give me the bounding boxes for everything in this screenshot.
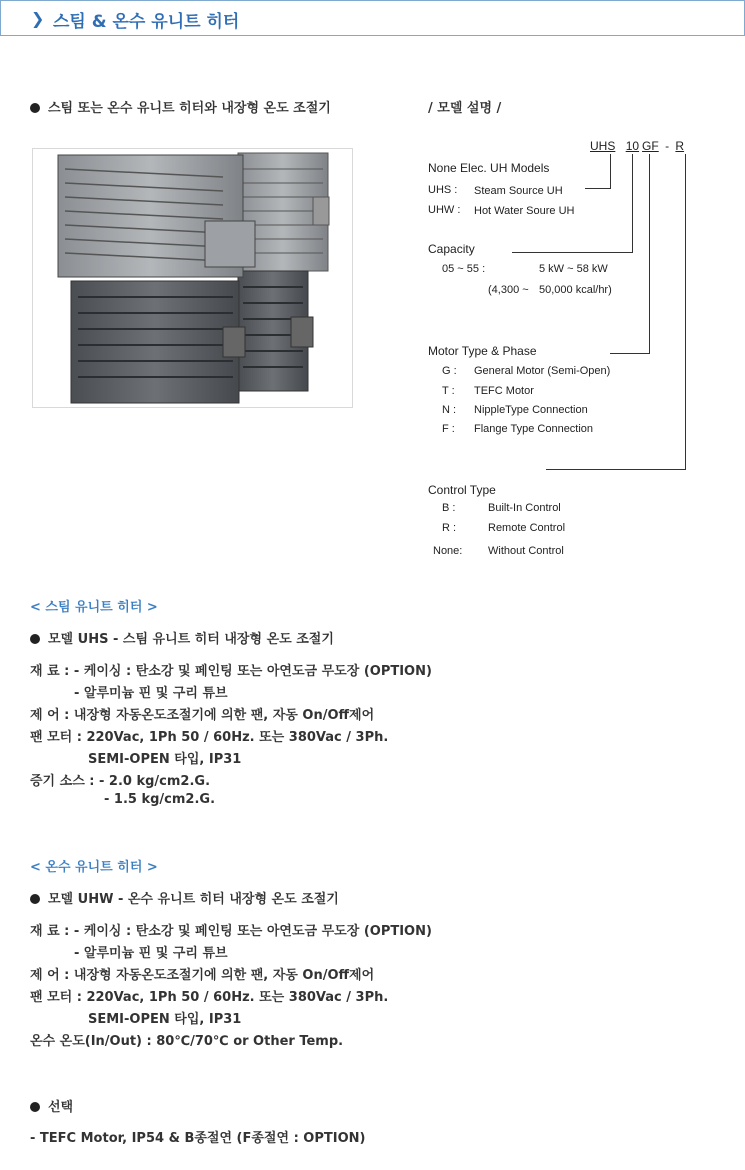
capacity-kcal-a: (4,300 ~	[488, 284, 529, 296]
motor-key-t: T :	[442, 385, 455, 397]
models-value-1: Steam Source UH	[474, 185, 563, 197]
connector-line	[610, 353, 650, 354]
connector-line	[546, 469, 686, 470]
code-part-uhs: UHS	[590, 139, 616, 153]
code-dash: -	[665, 139, 670, 153]
motor-title: Motor Type & Phase	[428, 344, 537, 358]
steam-spec-source: 증기 소스 : - 2.0 kg/cm2.G.	[30, 774, 211, 789]
models-value-2: Hot Water Soure UH	[474, 205, 575, 217]
steam-section-title: < 스팀 유니트 히터 >	[30, 600, 158, 615]
bullet-icon	[30, 1102, 40, 1112]
control-value-r: Remote Control	[488, 522, 566, 534]
control-title: Control Type	[428, 483, 496, 497]
control-key-r: R :	[442, 522, 457, 534]
motor-value-g: General Motor (Semi-Open)	[474, 365, 611, 377]
steam-spec-source-2: - 1.5 kg/cm2.G.	[104, 792, 216, 807]
hotwater-heading	[30, 888, 339, 907]
motor-key-f: F :	[442, 423, 455, 435]
model-code	[590, 139, 684, 153]
bullet-icon	[30, 894, 40, 904]
connector-line	[632, 154, 633, 252]
page-title: 스팀 & 온수 유니트 히터	[53, 12, 240, 32]
bullet-icon	[30, 634, 40, 644]
control-value-none: Without Control	[488, 545, 564, 557]
hotwater-section-title: < 온수 유니트 히터 >	[30, 860, 158, 875]
capacity-title: Capacity	[428, 242, 475, 256]
steam-heading	[30, 628, 334, 647]
hotwater-spec-control: 제 어 : 내장형 자동온도조절기에 의한 팬, 자동 On/Off제어	[30, 968, 375, 983]
capacity-kw: 5 kW ~ 58 kW	[539, 263, 608, 275]
code-part-control: R	[675, 139, 685, 153]
steam-spec-motor: 팬 모터 : 220Vac, 1Ph 50 / 60Hz. 또는 380Vac / 3Ph.	[30, 730, 389, 745]
product-photo	[32, 148, 353, 408]
models-title: None Elec. UH Models	[428, 161, 550, 175]
control-key-none: None:	[433, 545, 463, 557]
bullet-icon	[30, 103, 40, 113]
control-value-b: Built-In Control	[488, 502, 561, 514]
connector-line	[685, 154, 686, 470]
title-bar	[0, 0, 745, 36]
models-key-2: UHW :	[428, 204, 461, 216]
capacity-kcal-b: 50,000 kcal/hr)	[539, 284, 612, 296]
motor-value-f: Flange Type Connection	[474, 423, 594, 435]
hotwater-spec-material: 재 료 : - 케이싱 : 탄소강 및 페인팅 또는 아연도금 무도장 (OPTION)	[30, 924, 432, 939]
motor-value-t: TEFC Motor	[474, 385, 534, 397]
motor-key-n: N :	[442, 404, 457, 416]
steam-heading-text: 모델 UHS - 스팀 유니트 히터 내장형 온도 조절기	[48, 632, 334, 647]
option-heading-text: 선택	[48, 1100, 74, 1115]
chevron-right-icon: ❯	[31, 9, 45, 28]
motor-value-n: NippleType Connection	[474, 404, 588, 416]
capacity-range: 05 ~ 55 :	[442, 263, 486, 275]
steam-spec-material: 재 료 : - 케이싱 : 탄소강 및 페인팅 또는 아연도금 무도장 (OPTION)	[30, 664, 432, 679]
models-key-1: UHS :	[428, 184, 458, 196]
hotwater-spec-material-2: - 알루미늄 핀 및 구리 튜브	[74, 946, 228, 961]
unit-heater-illustration	[33, 149, 352, 407]
steam-spec-material-2: - 알루미늄 핀 및 구리 튜브	[74, 686, 228, 701]
hotwater-spec-motor: 팬 모터 : 220Vac, 1Ph 50 / 60Hz. 또는 380Vac / 3Ph.	[30, 990, 389, 1005]
option-heading	[30, 1096, 73, 1115]
connector-line	[649, 154, 650, 354]
hotwater-spec-temp: 온수 온도(In/Out) : 80℃/70℃ or Other Temp.	[30, 1034, 344, 1049]
motor-key-g: G :	[442, 365, 457, 377]
model-heading: / 모델 설명 /	[428, 101, 502, 116]
control-key-b: B :	[442, 502, 456, 514]
code-part-motor: GF	[642, 139, 659, 153]
intro-heading-text: 스팀 또는 온수 유니트 히터와 내장형 온도 조절기	[48, 101, 331, 116]
hotwater-heading-text: 모델 UHW - 온수 유니트 히터 내장형 온도 조절기	[48, 892, 339, 907]
connector-line	[585, 188, 611, 189]
connector-line	[512, 252, 633, 253]
intro-heading	[30, 97, 331, 116]
steam-spec-motor-2: SEMI-OPEN 타입, IP31	[88, 752, 242, 767]
code-part-capacity: 10	[625, 139, 640, 153]
option-line: - TEFC Motor, IP54 & B종절연 (F종절연 : OPTION)	[30, 1131, 366, 1146]
hotwater-spec-motor-2: SEMI-OPEN 타입, IP31	[88, 1012, 242, 1027]
connector-line	[610, 154, 611, 188]
steam-spec-control: 제 어 : 내장형 자동온도조절기에 의한 팬, 자동 On/Off제어	[30, 708, 375, 723]
